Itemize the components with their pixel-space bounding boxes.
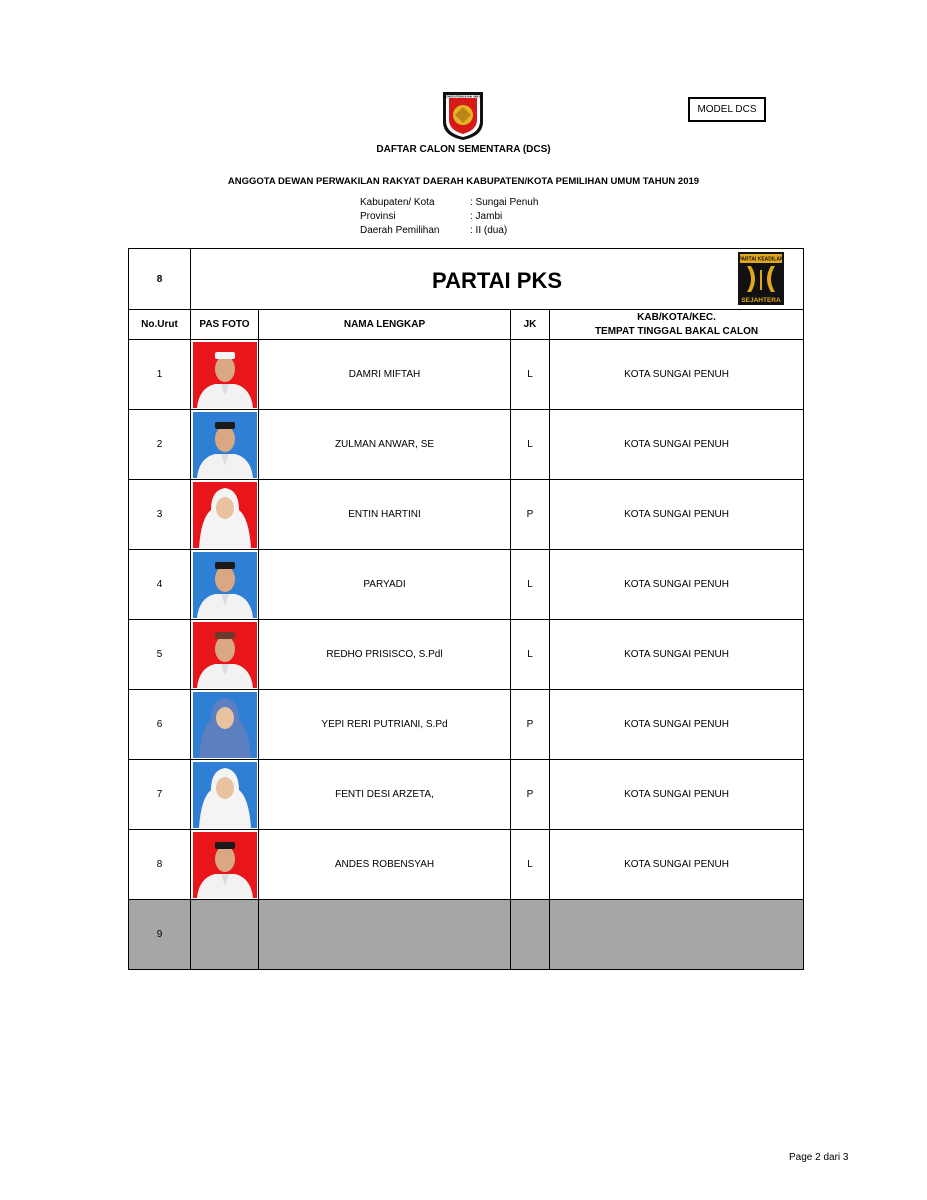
candidate-residence: KOTA SUNGAI PENUH bbox=[550, 690, 804, 760]
candidate-photo bbox=[191, 690, 259, 760]
info-label: Provinsi bbox=[360, 211, 396, 222]
candidate-name: ZULMAN ANWAR, SE bbox=[259, 410, 511, 480]
candidate-photo bbox=[191, 830, 259, 900]
candidate-number: 6 bbox=[129, 690, 191, 760]
candidate-residence: KOTA SUNGAI PENUH bbox=[550, 620, 804, 690]
candidate-name: YEPI RERI PUTRIANI, S.Pd bbox=[259, 690, 511, 760]
candidate-number: 9 bbox=[129, 900, 191, 970]
info-row-provinsi bbox=[360, 210, 538, 224]
candidate-photo-icon bbox=[193, 832, 257, 898]
pks-logo-icon bbox=[738, 252, 784, 305]
candidate-name: ENTIN HARTINI bbox=[259, 480, 511, 550]
candidate-photo-icon bbox=[193, 692, 257, 758]
column-header-photo: PAS FOTO bbox=[191, 310, 259, 340]
document-title: DAFTAR CALON SEMENTARA (DCS) bbox=[376, 144, 551, 155]
info-row-kabupaten bbox=[360, 196, 538, 210]
party-header bbox=[191, 249, 804, 310]
candidate-photo bbox=[191, 760, 259, 830]
candidate-residence: KOTA SUNGAI PENUH bbox=[550, 340, 804, 410]
candidate-name bbox=[259, 900, 511, 970]
candidate-table bbox=[128, 248, 804, 970]
candidate-residence: KOTA SUNGAI PENUH bbox=[550, 760, 804, 830]
candidate-gender: L bbox=[511, 340, 550, 410]
candidate-photo-icon bbox=[193, 482, 257, 548]
candidate-residence: KOTA SUNGAI PENUH bbox=[550, 410, 804, 480]
table-row bbox=[129, 830, 804, 900]
candidate-name: REDHO PRISISCO, S.Pdl bbox=[259, 620, 511, 690]
candidate-gender: L bbox=[511, 830, 550, 900]
kpu-logo-text: KOMISI PEMILIHAN UMUM bbox=[443, 94, 483, 99]
party-name: PARTAI PKS bbox=[432, 268, 563, 293]
kpu-logo-icon bbox=[437, 88, 489, 142]
candidate-residence: KOTA SUNGAI PENUH bbox=[550, 830, 804, 900]
candidate-gender: P bbox=[511, 480, 550, 550]
column-header-residence-line2: TEMPAT TINGGAL BAKAL CALON bbox=[594, 325, 759, 337]
region-info bbox=[360, 196, 538, 238]
column-header-residence bbox=[550, 310, 804, 340]
candidate-number: 8 bbox=[129, 830, 191, 900]
candidate-name: DAMRI MIFTAH bbox=[259, 340, 511, 410]
candidate-photo bbox=[191, 900, 259, 970]
info-value: : Sungai Penuh bbox=[470, 197, 539, 208]
candidate-gender: L bbox=[511, 550, 550, 620]
candidate-residence bbox=[550, 900, 804, 970]
candidate-photo-icon bbox=[193, 412, 257, 478]
candidate-gender: L bbox=[511, 620, 550, 690]
candidate-photo bbox=[191, 550, 259, 620]
candidate-number: 3 bbox=[129, 480, 191, 550]
candidate-name: ANDES ROBENSYAH bbox=[259, 830, 511, 900]
candidate-photo bbox=[191, 410, 259, 480]
candidate-number: 7 bbox=[129, 760, 191, 830]
table-row bbox=[129, 340, 804, 410]
candidate-gender: L bbox=[511, 410, 550, 480]
table-row bbox=[129, 550, 804, 620]
table-row bbox=[129, 620, 804, 690]
column-header-name: NAMA LENGKAP bbox=[259, 310, 511, 340]
candidate-photo-icon bbox=[193, 622, 257, 688]
candidate-number: 1 bbox=[129, 340, 191, 410]
candidate-residence: KOTA SUNGAI PENUH bbox=[550, 550, 804, 620]
candidate-photo-icon bbox=[193, 552, 257, 618]
candidate-number: 4 bbox=[129, 550, 191, 620]
table-header-row bbox=[129, 310, 804, 340]
candidate-gender: P bbox=[511, 760, 550, 830]
pks-logo-top-text: PARTAI KEADILAN bbox=[738, 256, 784, 263]
party-number: 8 bbox=[129, 249, 191, 310]
info-label: Kabupaten/ Kota bbox=[360, 197, 435, 208]
table-row bbox=[129, 480, 804, 550]
info-value: : Jambi bbox=[470, 211, 503, 222]
info-row-dapil bbox=[360, 224, 538, 238]
candidate-photo-icon bbox=[193, 762, 257, 828]
candidate-gender: P bbox=[511, 690, 550, 760]
column-header-gender: JK bbox=[511, 310, 550, 340]
page-number: Page 2 dari 3 bbox=[789, 1152, 849, 1163]
table-row bbox=[129, 900, 804, 970]
candidate-gender bbox=[511, 900, 550, 970]
candidate-photo bbox=[191, 620, 259, 690]
candidate-photo bbox=[191, 340, 259, 410]
column-header-residence-line1: KAB/KOTA/KEC. bbox=[637, 311, 716, 323]
candidate-photo bbox=[191, 480, 259, 550]
table-row bbox=[129, 760, 804, 830]
model-label: MODEL DCS bbox=[688, 97, 766, 122]
info-value: : II (dua) bbox=[470, 225, 508, 236]
pks-logo-bottom-text: SEJAHTERA bbox=[741, 297, 781, 304]
column-header-no: No.Urut bbox=[129, 310, 191, 340]
candidate-name: FENTI DESI ARZETA, bbox=[259, 760, 511, 830]
document-subtitle: ANGGOTA DEWAN PERWAKILAN RAKYAT DAERAH KABUPATEN/KOTA PEMILIHAN UMUM TAHUN 2019 bbox=[227, 176, 700, 187]
candidate-residence: KOTA SUNGAI PENUH bbox=[550, 480, 804, 550]
table-row bbox=[129, 410, 804, 480]
info-label: Daerah Pemilihan bbox=[360, 225, 440, 236]
candidate-photo-icon bbox=[193, 342, 257, 408]
candidate-name: PARYADI bbox=[259, 550, 511, 620]
candidate-number: 5 bbox=[129, 620, 191, 690]
table-row bbox=[129, 690, 804, 760]
candidate-number: 2 bbox=[129, 410, 191, 480]
